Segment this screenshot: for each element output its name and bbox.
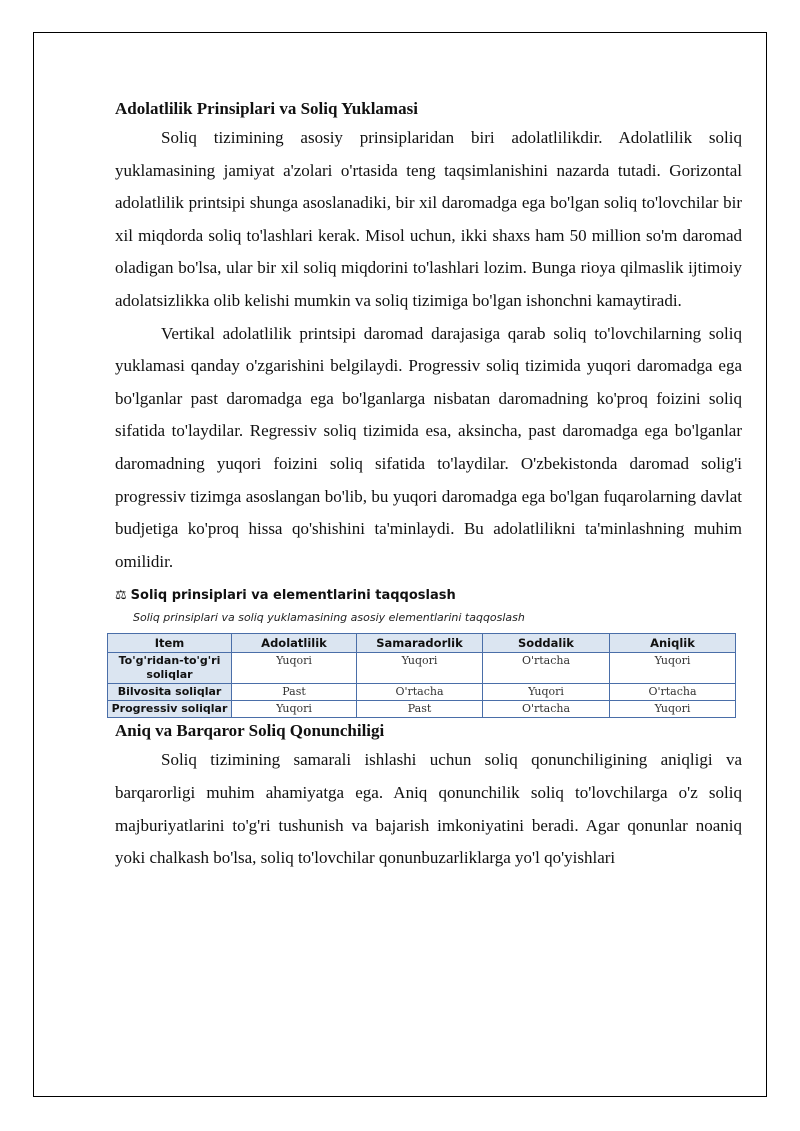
table-cell: Yuqori — [610, 653, 736, 684]
column-header: Item — [108, 634, 232, 653]
paragraph: Soliq tizimining asosiy prinsiplaridan biri adolatlilikdir. Adolatlilik soliq yuklamasining jamiyat a'zolari o'rtasida teng taqsimlanishini nazarda tutadi. Gorizontal adolatlilik printsipi shunga asoslanadiki, bir xil daromadga ega bo'lgan soliq to'lovchilar bir xil miqdorda soliq to'lashlari kerak. Misol uchun, ikki shaxs ham 50 million so'm daromad oladigan bo'lsa, ular bir xil soliq miqdorini to'lashlari lozim. Bunga rioya qilmaslik ijtimoiy adolatsizlikka olib kelishi mumkin va soliq tizimiga bo'lgan ishonchni kamaytiradi. — [115, 128, 742, 310]
column-header: Aniqlik — [610, 634, 736, 653]
section-title: Adolatlilik Prinsiplari va Soliq Yuklamasi — [115, 99, 418, 118]
table-heading-text: Soliq prinsiplari va elementlarini taqqoslash — [130, 588, 456, 604]
paragraph: Vertikal adolatlilik printsipi daromad darajasiga qarab soliq to'lovchilarning soliq yuklamasi qanday o'zgarishini belgilaydi. Progressiv soliq tizimida yuqori daromadga ega bo'lganlar past daromadga ega bo'lganlarga nisbatan daromadning ko'proq foizini soliq sifatida to'laydilar. Regressiv soliq tizimida esa, aksincha, past daromadga ega bo'lganlar daromadning yuqori foizini soliq sifatida to'laydilar. O'zbekistonda daromad solig'i progressiv tizimga asoslangan bo'lib, bu yuqori daromadga ega bo'lgan fuqarolarning davlat budjetiga ko'proq hissa qo'shishini ta'minlaydi. Bu adolatlilikni ta'minlashning muhim omilidir. — [115, 323, 742, 571]
table-row — [108, 684, 736, 701]
row-header: To'g'ridan-to'g'ri soliqlar — [108, 653, 232, 684]
table-cell: Yuqori — [357, 653, 483, 684]
column-header: Adolatlilik — [232, 634, 357, 653]
table-cell: O'rtacha — [610, 684, 736, 701]
comparison-table-block — [111, 586, 742, 718]
table-cell: Yuqori — [232, 653, 357, 684]
table-cell: Yuqori — [232, 701, 357, 718]
paragraph: Soliq tizimining samarali ishlashi uchun soliq qonunchiligining aniqligi va barqarorligi muhim ahamiyatga ega. Aniq qonunchilik soliq to'lovchilarga o'z soliq majburiyatlarini to'g'ri tushunish va bajarish imkoniyatini beradi. Agar qonunlar noaniq yoki chalkash bo'lsa, soliq to'lovchilar qonunbuzarliklarga yo'l qo'yishlari — [115, 750, 742, 868]
row-header: Progressiv soliqlar — [108, 701, 232, 718]
row-header: Bilvosita soliqlar — [108, 684, 232, 701]
document-body — [111, 96, 742, 875]
table-cell: O'rtacha — [357, 684, 483, 701]
table-heading — [115, 586, 742, 606]
section-title: Aniq va Barqaror Soliq Qonunchiligi — [115, 721, 385, 741]
table-cell: Yuqori — [610, 701, 736, 718]
table-header-row — [108, 634, 736, 653]
comparison-table — [107, 633, 736, 718]
table-row — [108, 653, 736, 684]
table-cell: Past — [357, 701, 483, 718]
table-cell: O'rtacha — [483, 701, 610, 718]
scale-icon: ⚖ — [115, 588, 127, 604]
column-header: Soddalik — [483, 634, 610, 653]
table-cell: O'rtacha — [483, 653, 610, 684]
table-cell: Yuqori — [483, 684, 610, 701]
table-cell: Past — [232, 684, 357, 701]
table-caption: Soliq prinsiplari va soliq yuklamasining asosiy elementlarini taqqoslash — [133, 611, 525, 625]
column-header: Samaradorlik — [357, 634, 483, 653]
table-row — [108, 701, 736, 718]
